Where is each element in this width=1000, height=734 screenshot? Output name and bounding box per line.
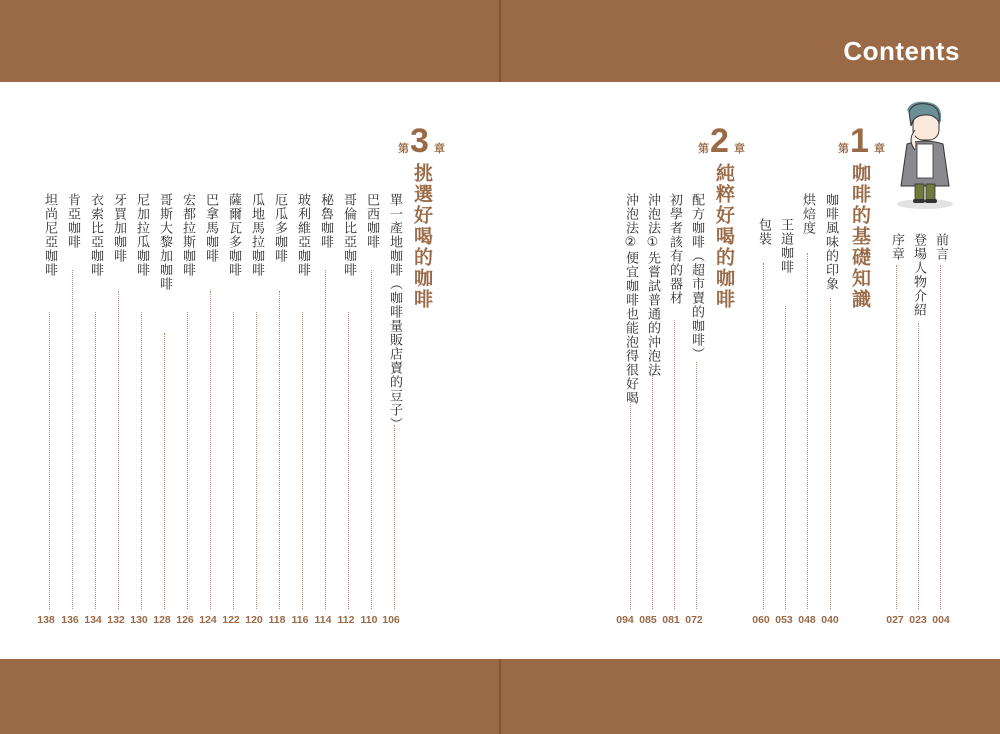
- toc-entry[interactable]: 玻利維亞咖啡: [295, 193, 310, 277]
- toc-leader: [830, 298, 831, 609]
- toc-entry[interactable]: 序章: [889, 233, 904, 261]
- toc-leader: [394, 425, 395, 609]
- toc-leader: [72, 270, 73, 609]
- toc-page: 120: [245, 614, 263, 626]
- toc-leader: [807, 253, 808, 609]
- toc-entry[interactable]: 咖啡風味的印象: [823, 193, 838, 291]
- toc-page: 118: [268, 614, 286, 626]
- chapter-3-prefix: 第: [398, 142, 409, 155]
- toc-entry[interactable]: 秘魯咖啡: [318, 193, 333, 249]
- toc-page: 072: [685, 614, 703, 626]
- toc-page: 138: [37, 614, 55, 626]
- toc-page: 122: [222, 614, 240, 626]
- toc-page: 116: [291, 614, 309, 626]
- toc-entry[interactable]: 厄瓜多咖啡: [272, 193, 287, 263]
- toc-page: 126: [176, 614, 194, 626]
- toc-leader: [187, 312, 188, 609]
- chapter-1-suffix: 章: [874, 142, 885, 155]
- toc-entry[interactable]: 初學者該有的器材: [667, 193, 682, 305]
- toc-entry[interactable]: 衣索比亞咖啡: [88, 193, 103, 277]
- toc-page: 114: [314, 614, 332, 626]
- toc-page: 023: [909, 614, 927, 626]
- toc-entry[interactable]: 王道咖啡: [778, 218, 793, 274]
- toc-leader: [785, 306, 786, 609]
- toc-leader: [256, 312, 257, 609]
- toc-leader: [630, 398, 631, 609]
- toc-entry[interactable]: 巴拿馬咖啡: [203, 193, 218, 263]
- toc-leader: [763, 263, 764, 609]
- toc-page: 132: [107, 614, 125, 626]
- toc-entry[interactable]: 包裝: [756, 218, 771, 246]
- chapter-3-title: 挑選好喝的咖啡: [411, 163, 433, 310]
- chapter-1-title: 咖啡的基礎知識: [849, 163, 871, 310]
- page-title: Contents: [843, 36, 960, 66]
- chapter-1-num: 1: [850, 122, 869, 160]
- toc-entry[interactable]: 烘焙度: [800, 193, 815, 235]
- toc-entry[interactable]: 沖泡法①先嘗試普通的沖泡法: [645, 193, 660, 377]
- toc-page: 110: [360, 614, 378, 626]
- toc-leader: [118, 291, 119, 609]
- chapter-2-title: 純粹好喝的咖啡: [713, 163, 735, 310]
- toc-entry[interactable]: 薩爾瓦多咖啡: [226, 193, 241, 277]
- toc-page: 040: [821, 614, 839, 626]
- toc-leader: [940, 265, 941, 609]
- toc-page: 081: [662, 614, 680, 626]
- toc-entry[interactable]: 哥倫比亞咖啡: [341, 193, 356, 277]
- toc-entry[interactable]: 肯亞咖啡: [65, 193, 80, 249]
- toc-leader: [674, 320, 675, 609]
- toc-entry[interactable]: 配方咖啡（超市賣的咖啡）: [689, 193, 704, 361]
- toc-page: 128: [153, 614, 171, 626]
- toc-page: 134: [84, 614, 102, 626]
- toc-page: 124: [199, 614, 217, 626]
- toc-leader: [652, 375, 653, 609]
- toc-entry[interactable]: 前言: [933, 233, 948, 261]
- toc-page: 027: [886, 614, 904, 626]
- toc-page: 130: [130, 614, 148, 626]
- toc-leader: [348, 312, 349, 609]
- toc-page: 048: [798, 614, 816, 626]
- chapter-2-num: 2: [710, 122, 729, 160]
- toc-leader: [49, 312, 50, 609]
- spine-top: [499, 0, 501, 82]
- toc-leader: [95, 312, 96, 609]
- toc-entry[interactable]: 登場人物介紹: [911, 233, 926, 317]
- toc-page: 112: [337, 614, 355, 626]
- toc-page: 136: [61, 614, 79, 626]
- toc-leader: [141, 312, 142, 609]
- toc-leader: [896, 265, 897, 609]
- toc-leader: [918, 323, 919, 609]
- toc-entry[interactable]: 宏都拉斯咖啡: [180, 193, 195, 277]
- toc-page: 106: [382, 614, 400, 626]
- toc-entry[interactable]: 坦尚尼亞咖啡: [42, 193, 57, 277]
- toc-page: 060: [752, 614, 770, 626]
- chapter-1-prefix: 第: [838, 142, 849, 155]
- toc-page: 094: [616, 614, 634, 626]
- toc-entry[interactable]: 尼加拉瓜咖啡: [134, 193, 149, 277]
- toc-leader: [302, 312, 303, 609]
- chapter-3-suffix: 章: [434, 142, 445, 155]
- toc-leader: [233, 312, 234, 609]
- toc-leader: [371, 270, 372, 609]
- toc-entry[interactable]: 沖泡法②便宜咖啡也能泡得很好喝: [623, 193, 638, 405]
- toc-leader: [279, 291, 280, 609]
- toc-leader: [164, 333, 165, 609]
- toc-leader: [210, 291, 211, 609]
- character-illustration: [893, 100, 957, 210]
- chapter-2-suffix: 章: [734, 142, 745, 155]
- toc-entry[interactable]: 瓜地馬拉咖啡: [249, 193, 264, 277]
- toc-page: 004: [932, 614, 950, 626]
- toc-entry[interactable]: 巴西咖啡: [364, 193, 379, 249]
- toc-page: 085: [639, 614, 657, 626]
- toc-entry[interactable]: 哥斯大黎加咖啡: [157, 193, 172, 291]
- toc-page: 053: [775, 614, 793, 626]
- toc-leader: [696, 362, 697, 609]
- toc-leader: [325, 270, 326, 609]
- chapter-3-num: 3: [410, 122, 429, 160]
- toc-entry[interactable]: 牙買加咖啡: [111, 193, 126, 263]
- spine-bottom: [499, 659, 501, 734]
- chapter-2-prefix: 第: [698, 142, 709, 155]
- toc-entry[interactable]: 單一產地咖啡（咖啡量販店賣的豆子）: [387, 193, 402, 431]
